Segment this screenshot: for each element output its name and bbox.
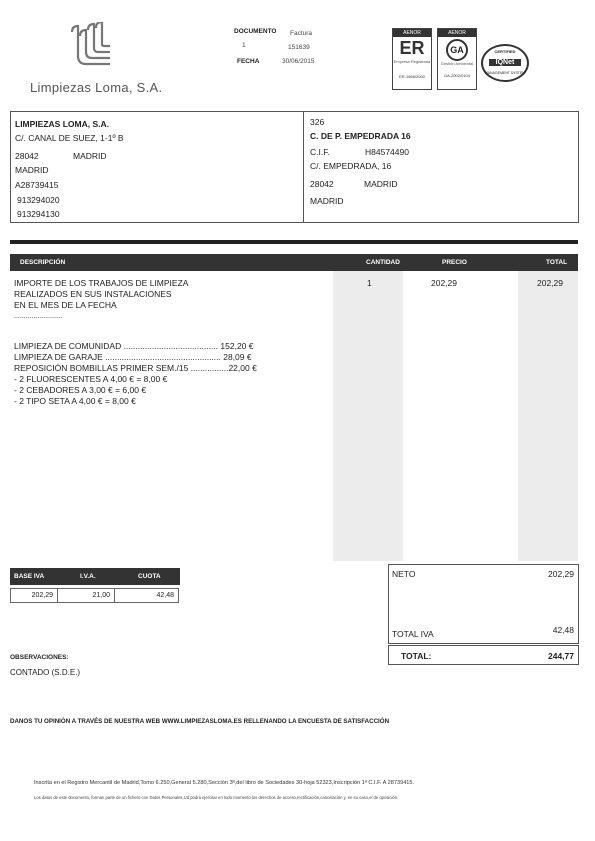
client-code: 326 xyxy=(310,117,325,127)
issuer-region: MADRID xyxy=(15,165,49,175)
net-amount: 202,29 xyxy=(548,569,574,579)
header-total: TOTAL xyxy=(546,259,568,266)
header-quantity: CANTIDAD xyxy=(366,259,400,266)
client-box xyxy=(303,111,579,223)
intro-line: REALIZADOS EN SUS INSTALACIONES xyxy=(14,289,172,299)
document-date: 30/06/2015 xyxy=(282,58,315,65)
privacy-notice: Los datos de este documento, forman parte de un fichero con Datos Personales,Ud podrá ejercitar en todo momento los derechos de acceso,rectificación,cancelación y, en su caso,el de oposición. xyxy=(34,795,399,800)
client-postal-code: 28042 xyxy=(310,179,334,189)
totals-box xyxy=(388,564,579,644)
intro-line: ......................... xyxy=(14,313,63,320)
cert-top-text: CERTIFIED xyxy=(494,49,516,54)
detail-line: - 2 TIPO SETA A 4,00 € = 8,00 € xyxy=(14,396,136,406)
client-cif: H84574490 xyxy=(365,147,409,157)
table-top-rule xyxy=(10,240,578,244)
cert-top-text: AENOR xyxy=(393,29,431,37)
issuer-name: LIMPIEZAS LOMA, S.A. xyxy=(15,119,109,129)
client-region: MADRID xyxy=(310,196,344,206)
issuer-postal-code: 28042 xyxy=(15,151,39,161)
observations-label: OBSERVACIONES: xyxy=(10,654,69,661)
detail-line: LIMPIEZA DE COMUNIDAD ........................................ 152,20 € xyxy=(14,341,254,351)
tax-rate: 21,00 xyxy=(57,588,115,603)
detail-line: REPOSICIÓN BOMBILLAS PRIMER SEM./15 ................22,00 € xyxy=(14,363,257,373)
header-price: PRECIO xyxy=(442,259,467,266)
iqnet-certification-badge xyxy=(481,44,531,84)
tax-base: 202,29 xyxy=(10,588,58,603)
iqnet-icon: IQNet xyxy=(489,59,521,66)
document-label: DOCUMENTO xyxy=(234,28,277,35)
date-label: FECHA xyxy=(237,58,260,65)
total-column xyxy=(518,271,578,561)
er-icon: ER xyxy=(399,38,425,58)
survey-notice: DANOS TU OPINIÓN A TRAVÉS DE NUESTRA WEB WWW.LIMPIEZASLOMA.ES RELLENANDO LA ENCUESTA DE SATISFACCIÓN xyxy=(10,718,390,725)
cert-top-text: AENOR xyxy=(438,29,476,37)
registry-notice: Inscrita en el Registro Mercantil de Madrid,Tomo 6.250,General 5.280,Sección 3ª,del libro de Sociedades 30-hoja 52323,Inscripción 1ª C.I.F. A 28739415. xyxy=(34,780,415,786)
net-label: NETO xyxy=(392,569,416,579)
header-description: DESCRIPCIÓN xyxy=(20,259,66,266)
total-iva-amount: 42,48 xyxy=(552,625,574,635)
cert-code: ER-1658/2000 xyxy=(399,74,425,79)
header-iva-rate: I.V.A. xyxy=(80,573,96,580)
item-price: 202,29 xyxy=(431,278,457,288)
quantity-column xyxy=(333,271,403,561)
header-base-iva: BASE IVA xyxy=(14,573,45,580)
observations-text: CONTADO (S.D.E.) xyxy=(10,668,81,677)
client-city: MADRID xyxy=(364,179,398,189)
issuer-phone-2: 913294130 xyxy=(17,209,60,219)
cert-caption: Empresa Registrada xyxy=(393,59,431,64)
cert-code: GA-2002/0104 xyxy=(443,73,471,78)
detail-line: - 2 CEBADORES A 3,00 € = 6,00 € xyxy=(14,385,147,395)
issuer-box xyxy=(10,111,304,223)
issuer-phone-1: 913294020 xyxy=(17,195,60,205)
aenor-er-certification-badge xyxy=(392,28,432,90)
detail-line: - 2 FLUORESCENTES A 4,00 € = 8,00 € xyxy=(14,374,168,384)
document-number: 151639 xyxy=(288,44,310,51)
grand-total-label: TOTAL: xyxy=(401,651,432,661)
cert-caption: MANAGEMENT SYSTEM xyxy=(484,71,526,75)
issuer-tax-id: A28739415 xyxy=(15,180,59,190)
intro-line: EN EL MES DE LA FECHA xyxy=(14,300,117,310)
client-cif-label: C.I.F. xyxy=(310,147,330,157)
detail-block xyxy=(14,341,257,407)
aenor-ga-certification-badge xyxy=(437,28,477,90)
grand-total-box xyxy=(388,645,579,665)
detail-line: LIMPIEZA DE GARAJE ................................................. 28,09 € xyxy=(14,352,252,362)
tax-amount: 42,48 xyxy=(114,588,179,603)
items-table-header xyxy=(10,254,578,271)
item-total: 202,29 xyxy=(537,278,563,288)
header-iva-amount: CUOTA xyxy=(138,573,161,580)
tax-table-header xyxy=(10,568,180,585)
company-logo-icon xyxy=(66,22,116,72)
intro-block xyxy=(14,278,188,322)
cert-caption: Gestión Ambiental xyxy=(440,61,474,66)
issuer-address: C/. CANAL DE SUEZ, 1-1º B xyxy=(15,133,124,143)
client-address: C/. EMPEDRADA, 16 xyxy=(310,161,392,171)
document-number-label: 1 xyxy=(242,42,246,49)
item-quantity: 1 xyxy=(367,278,372,288)
document-type: Factura xyxy=(290,30,313,37)
client-name: C. DE P. EMPEDRADA 16 xyxy=(310,131,411,141)
intro-line: IMPORTE DE LOS TRABAJOS DE LIMPIEZA xyxy=(14,278,189,288)
grand-total-amount: 244,77 xyxy=(548,651,574,661)
company-name: Limpiezas Loma, S.A. xyxy=(30,80,163,95)
issuer-city: MADRID xyxy=(73,151,107,161)
total-iva-label: TOTAL IVA xyxy=(392,629,434,639)
ga-icon: GA xyxy=(446,39,468,61)
